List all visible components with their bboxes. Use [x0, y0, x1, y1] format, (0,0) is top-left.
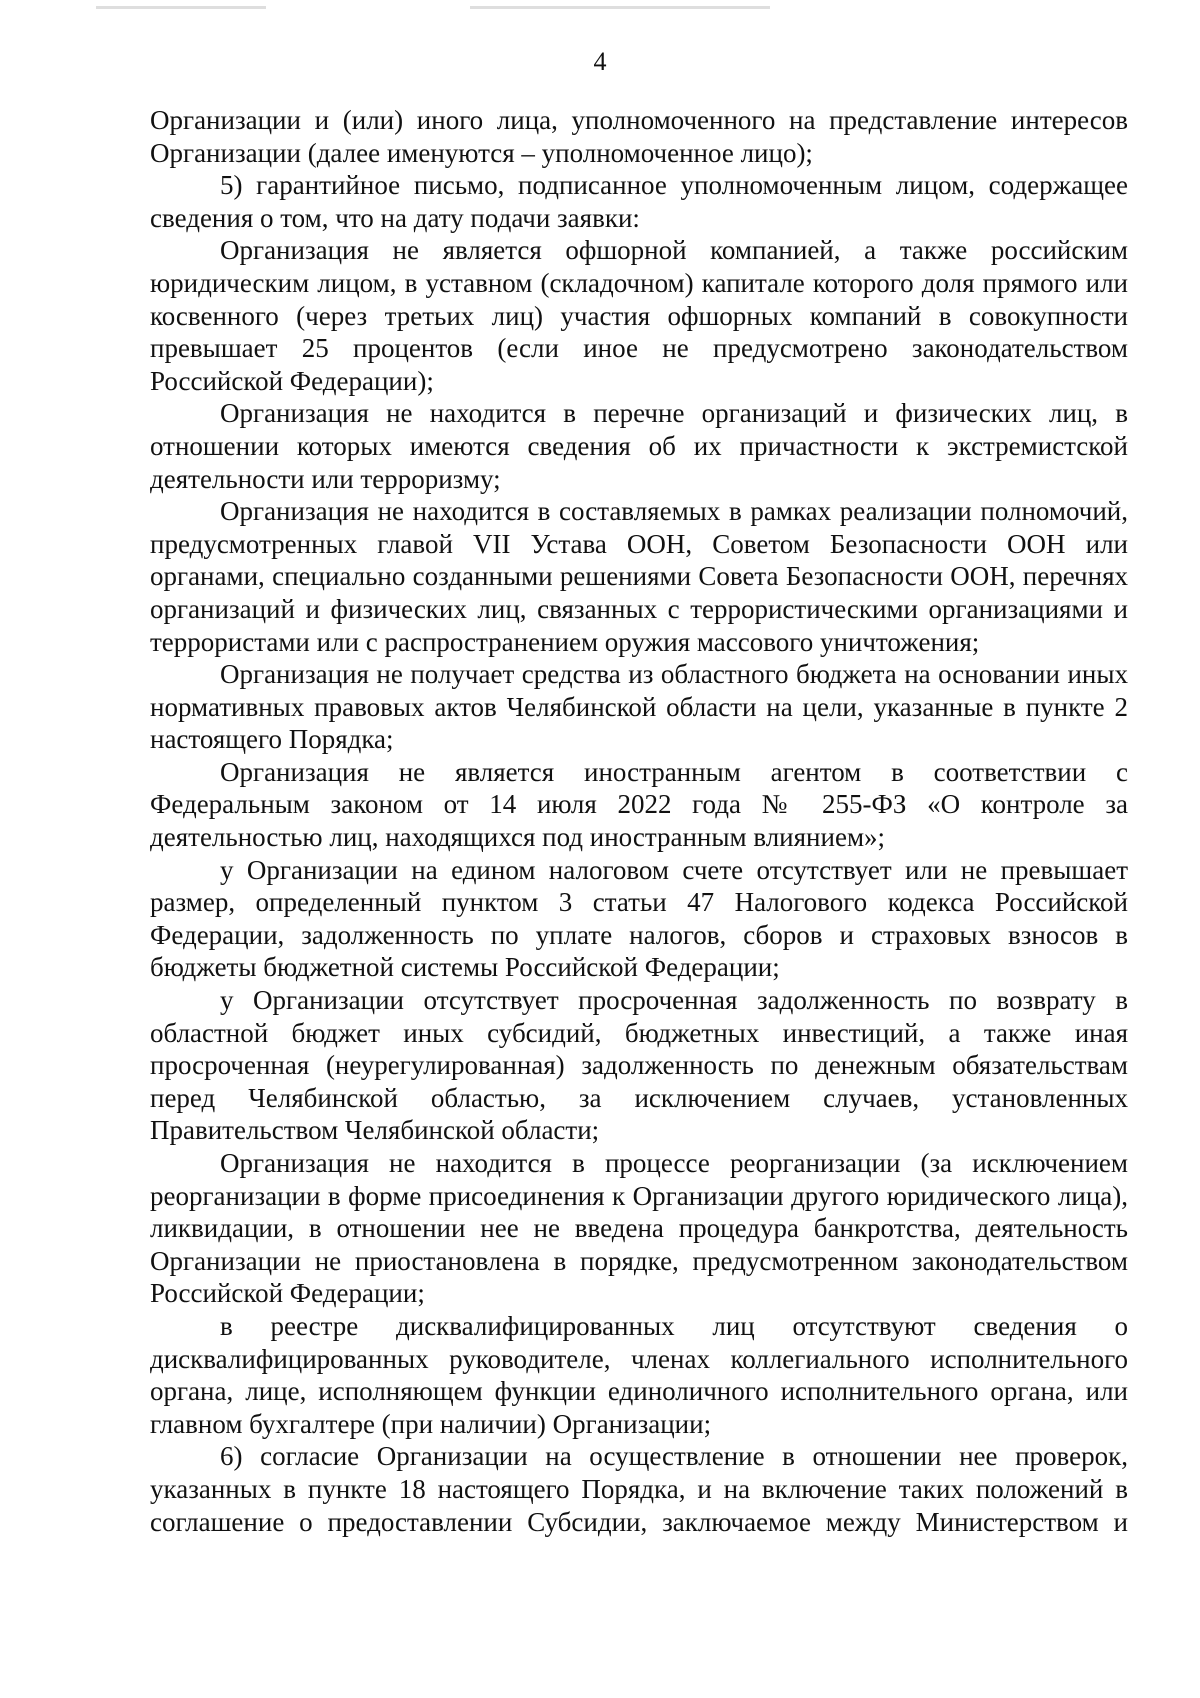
page-number: 4	[593, 47, 607, 76]
paragraph-11: в реестре дисквалифицированных лиц отсутствуют сведения о дисквалифицированных руководителе, членах коллегиального исполнительного органа, лице, исполняющем функции единоличного исполнительного органа, или главном бухгалтере (при наличии) Организации;	[150, 1310, 1128, 1439]
paragraph-8: у Организации на едином налоговом счете отсутствует или не превышает размер, определенный пунктом 3 статьи 47 Налогового кодекса Российской Федерации, задолженность по уплате налогов, сборов и страховых взносов в бюджеты бюджетной системы Российской Федерации;	[150, 854, 1128, 983]
document-body	[150, 104, 1128, 1538]
scan-artifact-right	[470, 6, 770, 9]
paragraph-4: Организация не находится в перечне организаций и физических лиц, в отношении которых имеются сведения об их причастности к экстремистской деятельности или терроризму;	[150, 398, 1128, 494]
paragraph-7: Организация не является иностранным агентом в соответствии с Федеральным законом от 14 июля 2022 года № 255-ФЗ «О контроле за деятельностью лиц, находящихся под иностранным влиянием»;	[150, 756, 1128, 853]
scan-artifact-left	[96, 6, 266, 9]
paragraph-9: у Организации отсутствует просроченная задолженность по возврату в областной бюджет иных субсидий, бюджетных инвестиций, а также иная просроченная (неурегулированная) задолженность по денежным обязательствам перед Челябинской областью, за исключением случаев, установленных Правительством Челябинской области;	[150, 985, 1128, 1146]
paragraph-5: Организация не находится в составляемых в рамках реализации полномочий, предусмотренных главой VII Устава ООН, Советом Безопасности ООН или органами, специально созданными решениями Совета Безопасности ООН, перечнях организаций и физических лиц, связанных с террористическими организациями и террористами или с распространением оружия массового уничтожения;	[150, 496, 1128, 657]
paragraph-1: Организации и (или) иного лица, уполномоченного на представление интересов Организации (далее именуются – уполномоченное лицо);	[150, 105, 1128, 168]
paragraph-10: Организация не находится в процессе реорганизации (за исключением реорганизации в форме присоединения к Организации другого юридического лица), ликвидации, в отношении нее не введена процедура банкротства, деятельность Организации не приостановлена в порядке, предусмотренном законодательством Российской Федерации;	[150, 1148, 1128, 1309]
paragraph-3: Организация не является офшорной компанией, а также российским юридическим лицом, в уставном (складочном) капитале которого доля прямого или косвенного (через третьих лиц) участия офшорных компаний в совокупности превышает 25 процентов (если иное не предусмотрено законодательством Российской Федерации);	[150, 235, 1128, 396]
paragraph-12: 6) согласие Организации на осуществление в отношении нее проверок, указанных в пункте 18 настоящего Порядка, и на включение таких положений в соглашение о предоставлении Субсидии, заключаемое между Министерством и	[150, 1441, 1128, 1537]
paragraph-2: 5) гарантийное письмо, подписанное уполномоченным лицом, содержащее сведения о том, что на дату подачи заявки:	[150, 170, 1128, 233]
paragraph-6: Организация не получает средства из областного бюджета на основании иных нормативных правовых актов Челябинской области на цели, указанные в пункте 2 настоящего Порядка;	[150, 659, 1128, 755]
